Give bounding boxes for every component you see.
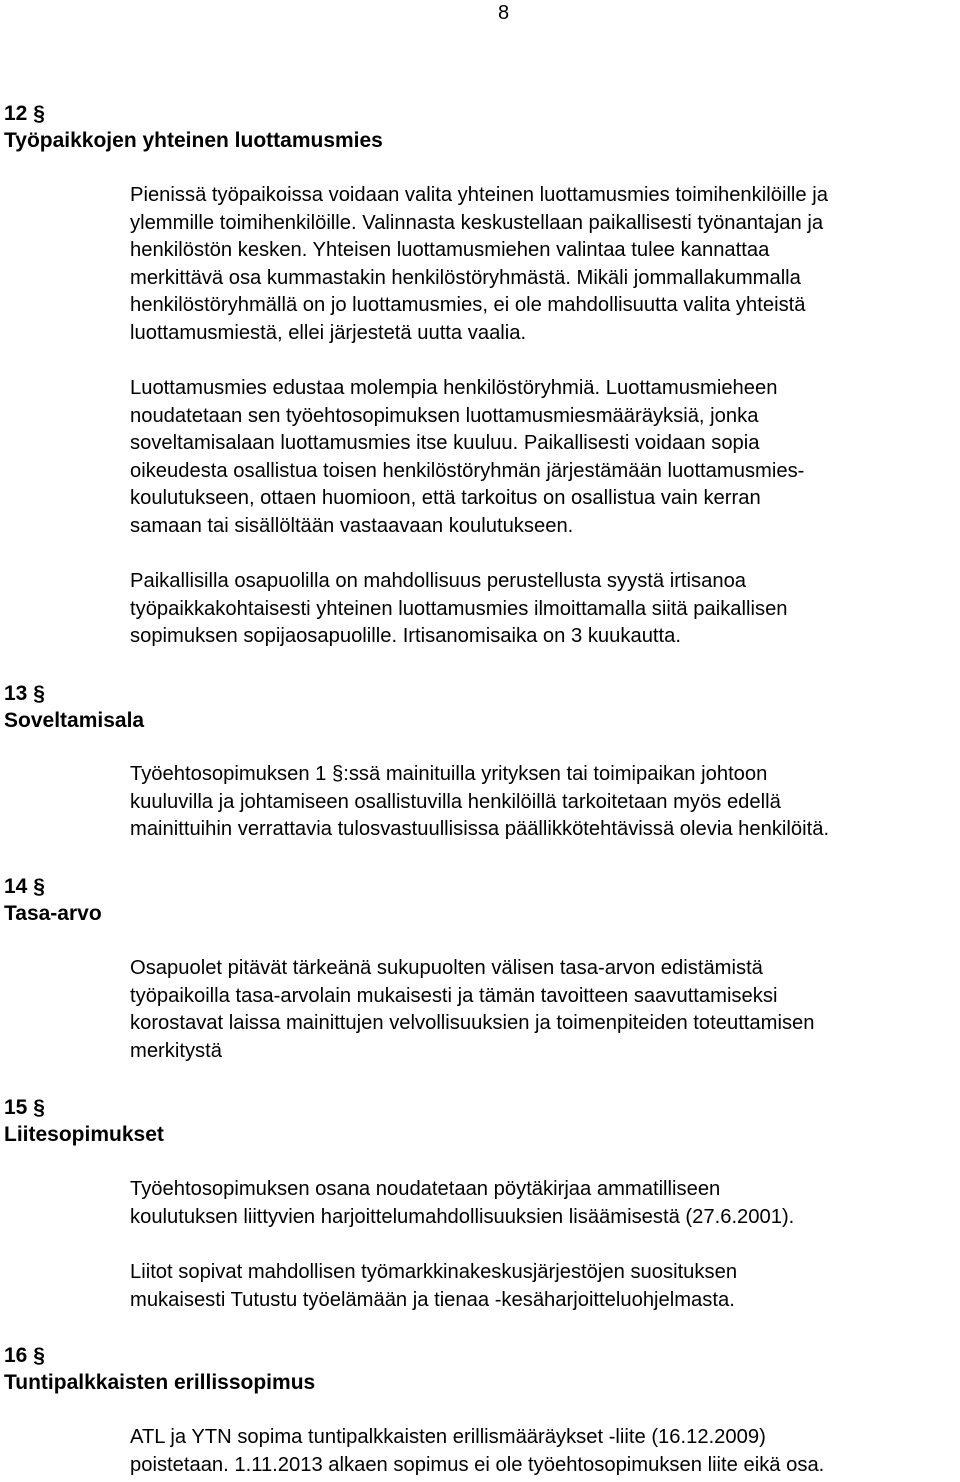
text-line: poistetaan. 1.11.2013 alkaen sopimus ei ole työehtosopimuksen liite eikä osa. [130,1453,825,1476]
text-line: työpaikkakohtaisesti yhteinen luottamusmies ilmoittamalla siitä paikallisen [130,597,788,620]
text-line: merkittävä osa kummastakin henkilöstöryhmästä. Mikäli jommallakummalla [130,266,801,289]
text-line: koulutuksen liittyvien harjoittelumahdollisuuksien lisäämisestä (27.6.2001). [130,1205,795,1228]
text-line: työpaikoilla tasa-arvolain mukaisesti ja tämän tavoitteen saavuttamiseksi [130,984,778,1007]
text-line: samaan tai sisällöltään vastaavaan koulutukseen. [130,514,574,537]
text-line: Luottamusmies edustaa molempia henkilöstöryhmiä. Luottamusmieheen [130,377,778,399]
text-line: Liitot sopivat mahdollisen työmarkkinakeskusjärjestöjen suosituksen [130,1261,738,1283]
text-line: mainittuihin verrattavia tulosvastuullisissa päällikkötehtävissä olevia henkilöitä. [130,818,830,841]
text-line: luottamusmiestä, ellei järjestetä uutta vaalia. [130,321,527,344]
section-15-number: 15 § [4,1096,45,1119]
text-line: noudatetaan sen työehtosopimuksen luottamusmiesmääräyksiä, jonka [130,404,759,427]
section-14-paragraph-1 [130,955,960,1065]
text-line: Pienissä työpaikoissa voidaan valita yhteinen luottamusmies toimihenkilöille ja [130,184,828,206]
section-12-title: Työpaikkojen yhteinen luottamusmies [4,129,383,152]
text-line: Työehtosopimuksen osana noudatetaan pöytäkirjaa ammatilliseen [130,1178,721,1200]
section-14-title: Tasa-arvo [4,902,102,925]
text-line: sopimuksen sopijaosapuolille. Irtisanomisaika on 3 kuukautta. [130,625,681,648]
section-15-title: Liitesopimukset [4,1123,164,1146]
section-15-paragraph-2 [130,1259,960,1314]
section-12-paragraph-2 [130,375,960,541]
text-line: oikeudesta osallistua toisen henkilöstöryhmän järjestämään luottamusmies- [130,459,805,482]
section-12-number: 12 § [4,102,45,125]
section-13-number: 13 § [4,682,45,705]
text-line: soveltamisalaan luottamusmies itse kuuluu. Paikallisesti voidaan sopia [130,432,760,455]
text-line: koulutukseen, ottaen huomioon, että tarkoitus on osallistua vain kerran [130,487,761,510]
section-12-paragraph-1 [130,182,960,348]
section-13-paragraph-1 [130,761,960,844]
text-line: korostavat laissa mainittujen velvollisuuksien ja toimenpiteiden toteuttamisen [130,1012,815,1035]
section-15-paragraph-1 [130,1176,960,1231]
section-16-title: Tuntipalkkaisten erillissopimus [4,1371,316,1394]
page-number: 8 [498,2,510,24]
text-line: merkitystä [130,1039,222,1062]
text-line: ylemmille toimihenkilöille. Valinnasta keskustellaan paikallisesti työnantajan ja [130,211,824,234]
section-16-paragraph-1 [130,1424,960,1479]
text-line: henkilöstöryhmällä on jo luottamusmies, ei ole mahdollisuutta valita yhteistä [130,294,806,317]
section-16-number: 16 § [4,1344,45,1367]
text-line: henkilöstön kesken. Yhteisen luottamusmiehen valintaa tulee kannattaa [130,239,770,262]
text-line: mukaisesti Tutustu työelämään ja tienaa -kesäharjoitteluohjelmasta. [130,1288,735,1311]
text-line: Työehtosopimuksen 1 §:ssä mainituilla yrityksen tai toimipaikan johtoon [130,763,768,785]
section-13-title: Soveltamisala [4,709,145,732]
section-12-paragraph-3 [130,568,960,651]
text-line: ATL ja YTN sopima tuntipalkkaisten erillismääräykset -liite (16.12.2009) [130,1426,766,1448]
text-line: Osapuolet pitävät tärkeänä sukupuolten välisen tasa-arvon edistämistä [130,957,763,979]
text-line: Paikallisilla osapuolilla on mahdollisuus perustellusta syystä irtisanoa [130,570,747,592]
text-line: kuuluvilla ja johtamiseen osallistuvilla henkilöillä tarkoitetaan myös edellä [130,790,781,813]
section-14-number: 14 § [4,875,45,898]
